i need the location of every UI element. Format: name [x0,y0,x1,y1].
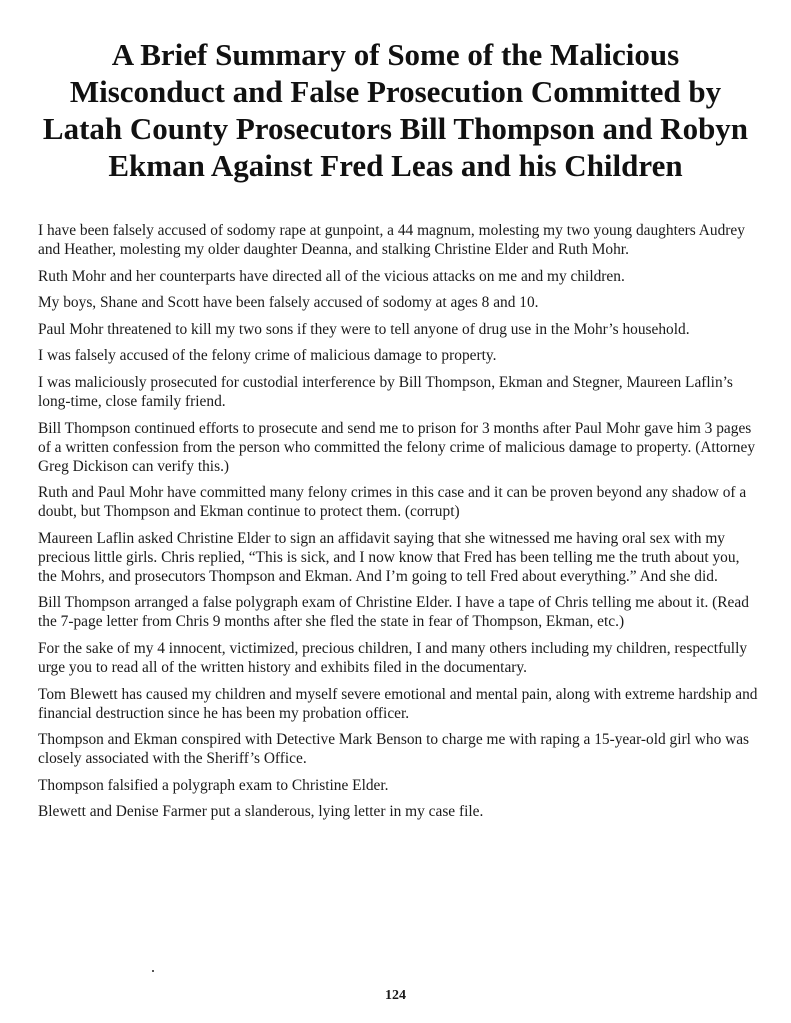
title-line: Latah County Prosecutors Bill Thompson and Robyn [42,111,749,146]
paragraph: Tom Blewett has caused my children and myself severe emotional and mental pain, along with extreme hardship and financial destruction since he has been my probation officer. [38,685,758,722]
title-line: Ekman Against Fred Leas and his Children [108,148,683,183]
paragraph: Thompson and Ekman conspired with Detective Mark Benson to charge me with raping a 15-year-old girl who was closely associated with the Sheriff’s Office. [38,731,750,768]
scan-speck [152,970,154,972]
paragraph: I have been falsely accused of sodomy rape at gunpoint, a 44 magnum, molesting my two young daughters Audrey and Heather, molesting my older daughter Deanna, and stalking Christine Elder and Ruth Mohr. [38,222,745,258]
paragraph: My boys, Shane and Scott have been falsely accused of sodomy at ages 8 and 10. [38,294,539,312]
paragraph: Blewett and Denise Farmer put a slanderous, lying letter in my case file. [38,803,484,821]
page-number: 124 [385,988,406,1003]
title-line: Misconduct and False Prosecution Committed by [69,74,722,109]
paragraph: Ruth Mohr and her counterparts have directed all of the vicious attacks on me and my children. [38,267,625,285]
paragraph: I was falsely accused of the felony crime of malicious damage to property. [38,347,497,365]
paragraph: For the sake of my 4 innocent, victimized, precious children, I and many others including my children, respectfully urge you to read all of the written history and exhibits filed in the documentary. [38,639,748,676]
paragraph: I was maliciously prosecuted for custodial interference by Bill Thompson, Ekman and Stegner, Maureen Laflin’s long-time, close family friend. [38,373,733,410]
document-body [38,221,758,829]
paragraph: Thompson falsified a polygraph exam to Christine Elder. [38,776,389,794]
paragraph: Bill Thompson continued efforts to prosecute and send me to prison for 3 months after Paul Mohr gave him 3 pages of a written confession from the person who committed the felony crime of malicious damage to property. (Attorney Greg Dickison can verify this.) [38,419,756,475]
paragraph: Maureen Laflin asked Christine Elder to sign an affidavit saying that she witnessed me having oral sex with my precious little girls. Chris replied, “This is sick, and I now know that Fred has been telling me the truth about you, the Mohrs, and prosecutors Thompson and Ekman. And I’m going to tell Fred about everything.” And she did. [38,529,740,585]
document-title [30,36,761,184]
paragraph: Paul Mohr threatened to kill my two sons if they were to tell anyone of drug use in the Mohr’s household. [38,320,690,338]
paragraph: Bill Thompson arranged a false polygraph exam of Christine Elder. I have a tape of Chris telling me about it. (Read the 7-page letter from Chris 9 months after she fled the state in fear of Thompson, Ekman, etc.) [38,594,749,631]
title-line: A Brief Summary of Some of the Malicious [111,37,680,72]
paragraph: Ruth and Paul Mohr have committed many felony crimes in this case and it can be proven beyond any shadow of a doubt, but Thompson and Ekman continue to protect them. (corrupt) [38,484,747,521]
